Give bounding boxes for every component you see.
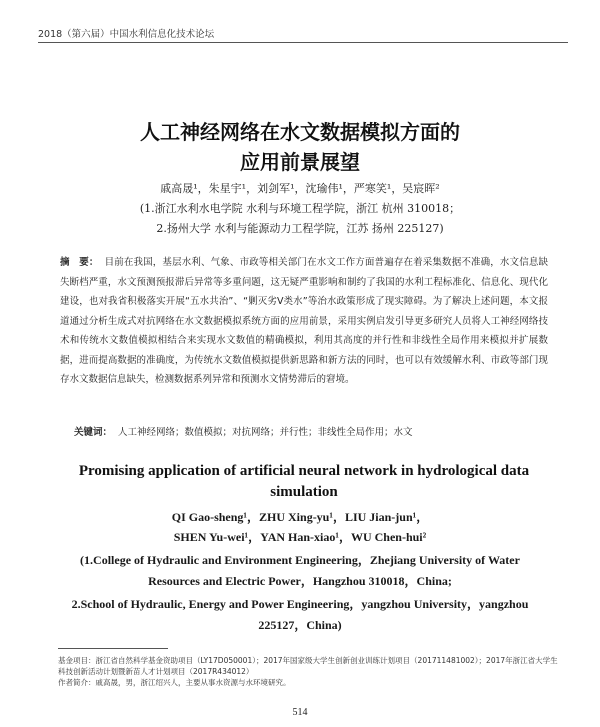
english-affiliation-line-1: (1.College of Hydraulic and Environment Engineering，Zhejiang University of Water: [80, 553, 520, 567]
chinese-authors: 戚高晟¹，朱星宇¹，刘剑军¹，沈瑜伟¹，严寒笑¹，吴宸晖²: [160, 182, 440, 195]
english-affiliation-line-4: 225127，China): [258, 618, 342, 632]
running-header: 2018（第六届）中国水利信息化技术论坛: [38, 29, 215, 40]
page-number: 514: [292, 707, 308, 718]
abstract-text: 目前在我国，基层水利、气象、市政等相关部门在水文工作方面普遍存在着采集数据不准确，水文信息缺失断档严重，水文预测预报滞后异常等多重问题，这无疑严重影响和制约了我国的水利工程标准化、信息化、现代化建设，也对我省积极落实开展“五水共治”、“剿灭劣V类水”等治水政策形成了现实障碍。为了解决上述问题，本文报道通过分析生成式对抗网络在水文数据模拟系统方面的应用前景，采用实例启发引导更多研究人员将人工神经网络技术和传统水文数值模拟相结合来实现水文数值的精确模拟，利用其高度的并行性和非线性全局作用来模拟并扩展数据，进而提高数据的准确度，为传统水文数值模拟提供新思路和新方法的同时，也可以有效缓解水利、市政等部门现存水文数据信息缺失，检测数据系列异常和预测水文情势滞后的窘境。: [60, 257, 548, 385]
english-authors-line-2: SHEN Yu-wei¹，YAN Han-xiao¹，WU Chen-hui²: [173, 530, 427, 544]
english-affiliation-line-3: 2.School of Hydraulic, Energy and Power Engineering，yangzhou University，yangzhou: [71, 597, 529, 611]
footnote-rule: [58, 648, 168, 649]
footnote: [58, 655, 558, 688]
footnote-author: 作者简介：戚高晟，男，浙江绍兴人，主要从事水资源与水环境研究。: [58, 678, 291, 687]
keywords-label: 关键词：: [74, 427, 113, 438]
header-rule: [38, 42, 568, 43]
chinese-title-line-2: 应用前景展望: [240, 150, 360, 174]
english-title-line-2: simulation: [270, 484, 338, 500]
chinese-affiliation-2: 2.扬州大学 水利与能源动力工程学院，江苏 扬州 225127): [156, 222, 444, 235]
footnote-fund: 基金项目：浙江省自然科学基金资助项目（LY17D050001）；2017年国家级大学生创新创业训练计划项目（201711481002）；2017年浙江省大学生科技创新活动计划暨新苗人才计划项目（2017R434012）: [58, 656, 558, 676]
english-authors-line-1: QI Gao-sheng¹，ZHU Xing-yu¹，LIU Jian-jun¹，: [171, 510, 429, 524]
english-affiliation-line-2: Resources and Electric Power，Hangzhou 310018，China;: [148, 574, 452, 588]
chinese-affiliation-1: (1.浙江水利水电学院 水利与环境工程学院，浙江 杭州 310018；: [139, 202, 461, 215]
english-title-line-1: Promising application of artificial neural network in hydrological data: [78, 463, 530, 479]
chinese-keywords: [74, 424, 554, 438]
chinese-title-line-1: 人工神经网络在水文数据模拟方面的: [140, 120, 460, 144]
abstract-label: 摘 要：: [60, 257, 99, 268]
keywords-text: 人工神经网络；数值模拟；对抗网络；并行性；非线性全局作用；水文: [118, 427, 413, 438]
chinese-abstract: [60, 253, 548, 390]
